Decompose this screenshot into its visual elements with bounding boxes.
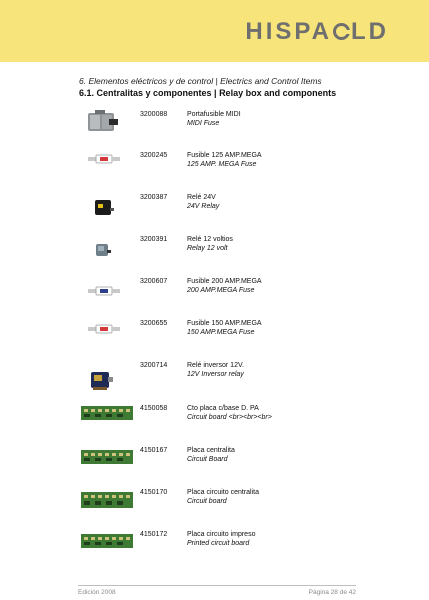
brand-logo: HISPA LD — [245, 18, 389, 45]
mega-fuse-icon — [88, 324, 120, 334]
item-name-es: Fusible 150 AMP.MEGA — [187, 320, 262, 327]
item-name-es: Placa centralita — [187, 447, 235, 454]
footer-edition: Edición 2008 — [78, 589, 116, 596]
list-item — [0, 489, 429, 523]
list-item — [0, 320, 429, 354]
item-code: 3200245 — [140, 152, 168, 159]
item-name-es: Fusible 200 AMP.MEGA — [187, 278, 262, 285]
subsection-title: 6.1. Centralitas y componentes | Relay box and components — [79, 88, 337, 98]
list-item — [0, 405, 429, 439]
item-name-en: Circuit board — [187, 498, 227, 505]
footer-page-number: Página 28 de 42 — [308, 589, 356, 596]
item-code: 3200391 — [140, 236, 168, 243]
item-name-en: Printed circuit board — [187, 540, 250, 547]
item-code: 3200714 — [140, 362, 168, 369]
list-item — [0, 447, 429, 481]
item-name-en: 24V Relay — [187, 203, 220, 210]
item-name-es: Relé 24V — [187, 194, 216, 201]
item-code: 3200088 — [140, 111, 168, 118]
relay-icon — [93, 198, 115, 218]
item-code: 4150167 — [140, 447, 168, 454]
item-name-es: Placa circuito impreso — [187, 531, 256, 538]
list-item — [0, 194, 429, 228]
list-item — [0, 278, 429, 312]
item-name-en: Circuit board <br><br><br> — [187, 414, 272, 421]
relay-small-icon — [94, 242, 112, 260]
list-item — [0, 531, 429, 565]
item-name-en: Relay 12 volt — [187, 245, 228, 252]
item-name-es: Relé 12 voltios — [187, 236, 233, 243]
mega-fuse-icon — [88, 286, 120, 296]
circuit-board-icon — [81, 405, 133, 421]
logo-ring-icon — [333, 23, 350, 40]
item-code: 3200607 — [140, 278, 168, 285]
list-item — [0, 236, 429, 270]
item-name-en: 200 AMP.MEGA Fuse — [187, 287, 255, 294]
item-name-es: Fusible 125 AMP.MEGA — [187, 152, 262, 159]
inversor-relay-icon — [88, 368, 114, 392]
list-item — [0, 362, 429, 396]
item-code: 3200655 — [140, 320, 168, 327]
item-name-es: Relé inversor 12V. — [187, 362, 244, 369]
item-name-es: Portafusible MIDI — [187, 111, 241, 118]
item-code: 4150172 — [140, 531, 168, 538]
circuit-board-icon — [81, 491, 133, 509]
item-name-en: 150 AMP.MEGA Fuse — [187, 329, 255, 336]
item-code: 4150058 — [140, 405, 168, 412]
item-name-en: MIDI Fuse — [187, 120, 220, 127]
list-item — [0, 152, 429, 186]
item-name-en: 125 AMP. MEGA Fuse — [187, 161, 257, 168]
item-name-es: Cto placa c/base D. PA — [187, 405, 259, 412]
item-code: 4150170 — [140, 489, 168, 496]
item-code: 3200387 — [140, 194, 168, 201]
footer-divider — [78, 585, 356, 586]
item-name-en: 12V Inversor relay — [187, 371, 244, 378]
item-name-en: Circuit Board — [187, 456, 228, 463]
section-title: 6. Elementos eléctricos y de control | Electrics and Control Items — [79, 76, 322, 86]
list-item — [0, 111, 429, 145]
item-name-es: Placa circuito centralita — [187, 489, 259, 496]
circuit-board-icon — [81, 533, 133, 549]
mega-fuse-icon — [88, 154, 120, 164]
circuit-board-icon — [81, 449, 133, 465]
fuse-holder-icon — [85, 109, 121, 137]
